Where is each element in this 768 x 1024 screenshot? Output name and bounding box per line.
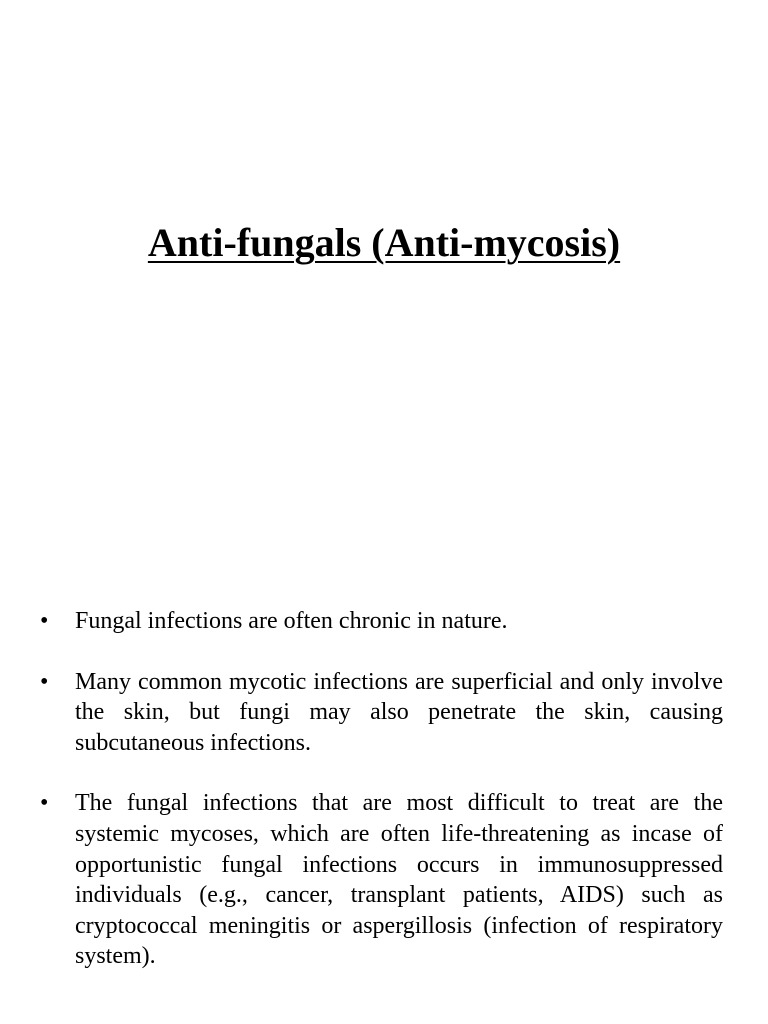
bullet-item [40, 606, 723, 637]
bullet-icon: • [40, 790, 49, 817]
bullet-text: Fungal infections are often chronic in nature. [75, 608, 508, 634]
bullet-text: The fungal infections that are most difficult to treat are the systemic mycoses, which are often life-threatening as incase of opportunistic fungal infections occurs in immunosuppressed individuals (e.g., cancer, transplant patients, AIDS) such as cryptococcal meningitis or aspergillosis (infection of respiratory system). [75, 790, 723, 970]
bullet-icon: • [40, 668, 49, 695]
bullet-item [40, 788, 723, 972]
slide-title: Anti-fungals (Anti-mycosis) [147, 220, 621, 265]
bullet-icon: • [40, 608, 49, 634]
bullet-list [40, 606, 723, 972]
bullet-text: Many common mycotic infections are superficial and only involve the skin, but fungi may also penetrate the skin, causing subcutaneous infections. [75, 668, 723, 756]
bullet-item [40, 667, 723, 759]
